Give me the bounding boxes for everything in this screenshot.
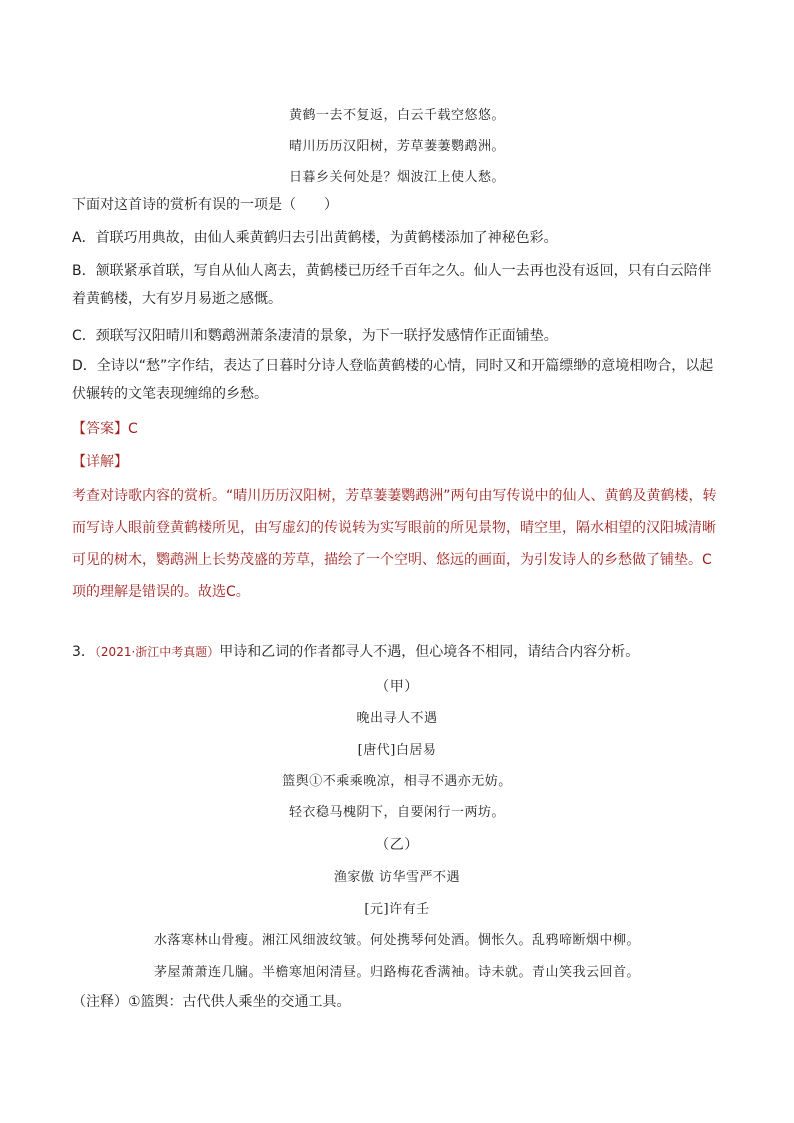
question3-line: [72, 638, 724, 666]
poem-jia-title: 晚出寻人不遇: [356, 711, 438, 726]
poem-yi-title: 渔家傲 访华雪严不遇: [333, 870, 461, 885]
poem-line: 日暮乡关何处是？烟波江上使人愁。: [288, 170, 505, 185]
question3-text: 甲诗和乙词的作者都寻人不遇，但心境各不相同，请结合内容分析。: [219, 644, 640, 660]
poem-line: 篮舆①不乘乘晚凉，相寻不遇亦无妨。: [282, 774, 512, 789]
poem-line: 水落寒林山骨瘦。湘江风细波纹皱。何处携琴何处酒。惆怅久。乱鸦啼断烟中柳。: [153, 933, 640, 948]
poem-line: 晴川历历汉阳树，芳草萋萋鹦鹉洲。: [288, 139, 505, 154]
question-stem: 下面对这首诗的赏析有误的一项是（ ）: [72, 197, 338, 213]
detail-text: 考查对诗歌内容的赏析。“晴川历历汉阳树，芳草萋萋鹦鹉洲”两句由写传说中的仙人、黄鹤及黄鹤楼，转而写诗人眼前登黄鹤楼所见，由写虚幻的传说转为实写眼前的所见景物，晴空里，隔水相望的汉阳城清晰可见的树木，鹦鹉洲上长势茂盛的芳草，描绘了一个空明、悠远的画面，为引发诗人的乡愁做了铺垫。C项的理解是错误的。故选C。: [72, 488, 717, 600]
answer-value: C: [128, 421, 138, 437]
option-b: B．颔联紧承首联，写自从仙人离去，黄鹤楼已历经千百年之久。仙人一去再也没有返回，只有白云陪伴着黄鹤楼，大有岁月易逝之感慨。: [72, 263, 712, 307]
annotation-note: （注释）①篮舆：古代供人乘坐的交通工具。: [72, 994, 351, 1010]
poem-yi-label: （乙）: [375, 837, 419, 853]
question-number: 3．: [72, 644, 95, 660]
option-c: C．颈联写汉阳晴川和鹦鹉洲萧条凄清的景象，为下一联抒发感情作正面铺垫。: [72, 328, 558, 344]
poem-line: 轻衣稳马槐阴下，自要闲行一两坊。: [288, 805, 505, 820]
poem-yi-author: [元]许有壬: [364, 902, 430, 917]
poem-jia-label: （甲）: [375, 679, 419, 695]
option-d: D．全诗以“愁”字作结，表达了日暮时分诗人登临黄鹤楼的心情，同时又和开篇缥缈的意境相吻合，以起伏辗转的文笔表现缠绵的乡愁。: [72, 358, 714, 402]
poem-jia-author: [唐代]白居易: [357, 743, 437, 758]
poem-line: 茅屋萧萧连几牖。半檐寒旭闲清昼。归路梅花香满袖。诗未就。青山笑我云回首。: [153, 965, 640, 980]
answer-line: [72, 415, 724, 443]
option-a: A．首联巧用典故，由仙人乘黄鹤归去引出黄鹤楼，为黄鹤楼添加了神秘色彩。: [72, 230, 558, 246]
detail-label: 【详解】: [72, 454, 128, 470]
poem-line: 黄鹤一去不复返，白云千载空悠悠。: [288, 108, 505, 123]
question-source: （2021·浙江中考真题）: [94, 645, 220, 659]
answer-label: 【答案】: [72, 421, 128, 437]
